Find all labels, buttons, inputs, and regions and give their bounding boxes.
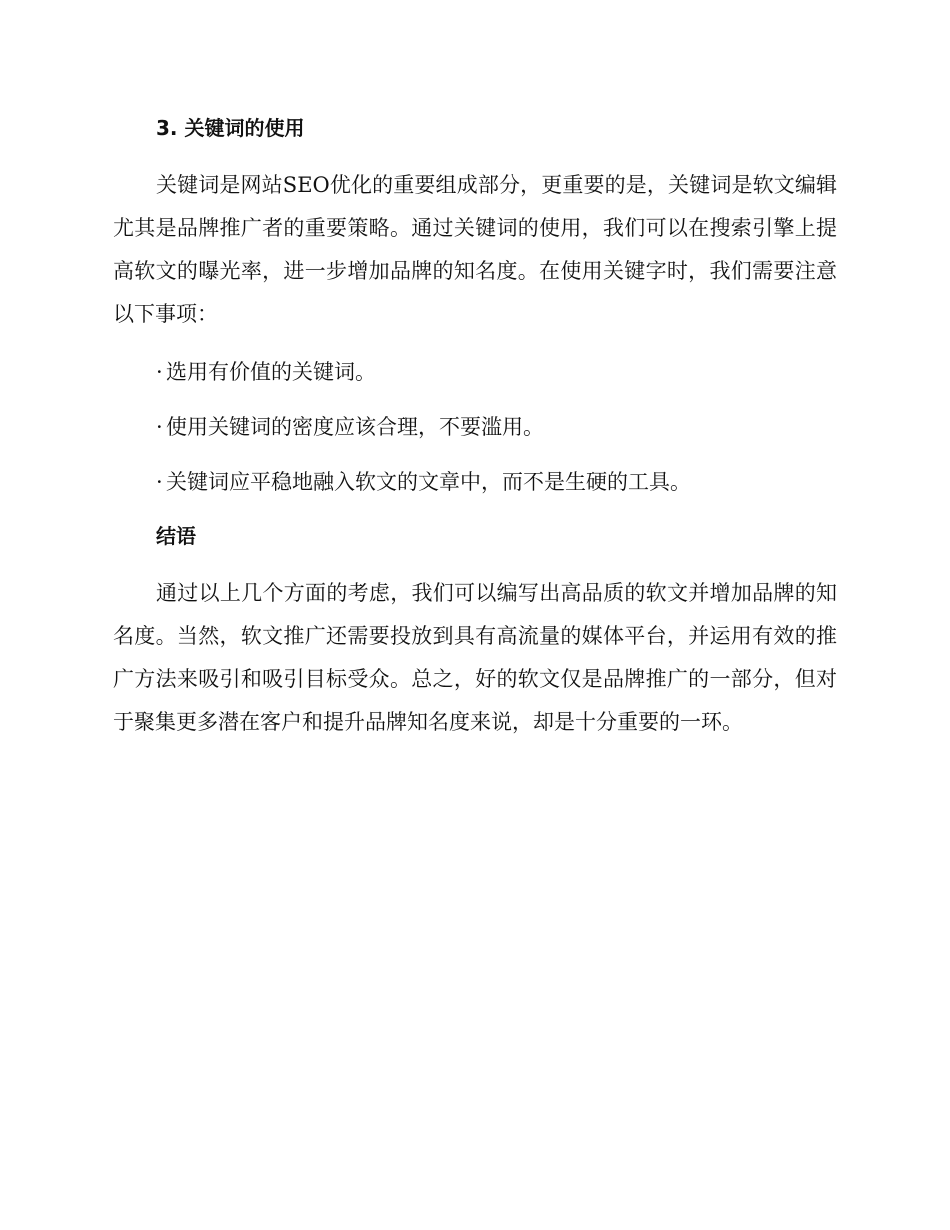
document-content xyxy=(113,110,837,759)
section-heading-keywords: 3. 关键词的使用 xyxy=(156,116,305,140)
bullet-text: 关键词应平稳地融入软文的文章中，而不是生硬的工具。 xyxy=(166,470,691,494)
section-heading-conclusion: 结语 xyxy=(156,524,196,548)
bullet-marker: · xyxy=(156,470,163,494)
bullet-marker: · xyxy=(156,360,163,384)
bullet-text: 选用有价值的关键词。 xyxy=(166,360,376,384)
keywords-bullet-list xyxy=(113,351,837,504)
keywords-paragraph: 关键词是网站SEO优化的重要组成部分，更重要的是，关键词是软文编辑尤其是品牌推广者的重要策略。通过关键词的使用，我们可以在搜索引擎上提高软文的曝光率，进一步增加品牌的知名度。在使用关键字时，我们需要注意以下事项： xyxy=(113,173,837,326)
bullet-text: 使用关键词的密度应该合理，不要滥用。 xyxy=(166,415,544,439)
list-item xyxy=(113,351,837,394)
conclusion-paragraph: 通过以上几个方面的考虑，我们可以编写出高品质的软文并增加品牌的知名度。当然，软文推广还需要投放到具有高流量的媒体平台，并运用有效的推广方法来吸引和吸引目标受众。总之，好的软文仅是品牌推广的一部分，但对于聚集更多潜在客户和提升品牌知名度来说，却是十分重要的一环。 xyxy=(113,581,837,734)
list-item xyxy=(113,461,837,504)
list-item xyxy=(113,406,837,449)
bullet-marker: · xyxy=(156,415,163,439)
